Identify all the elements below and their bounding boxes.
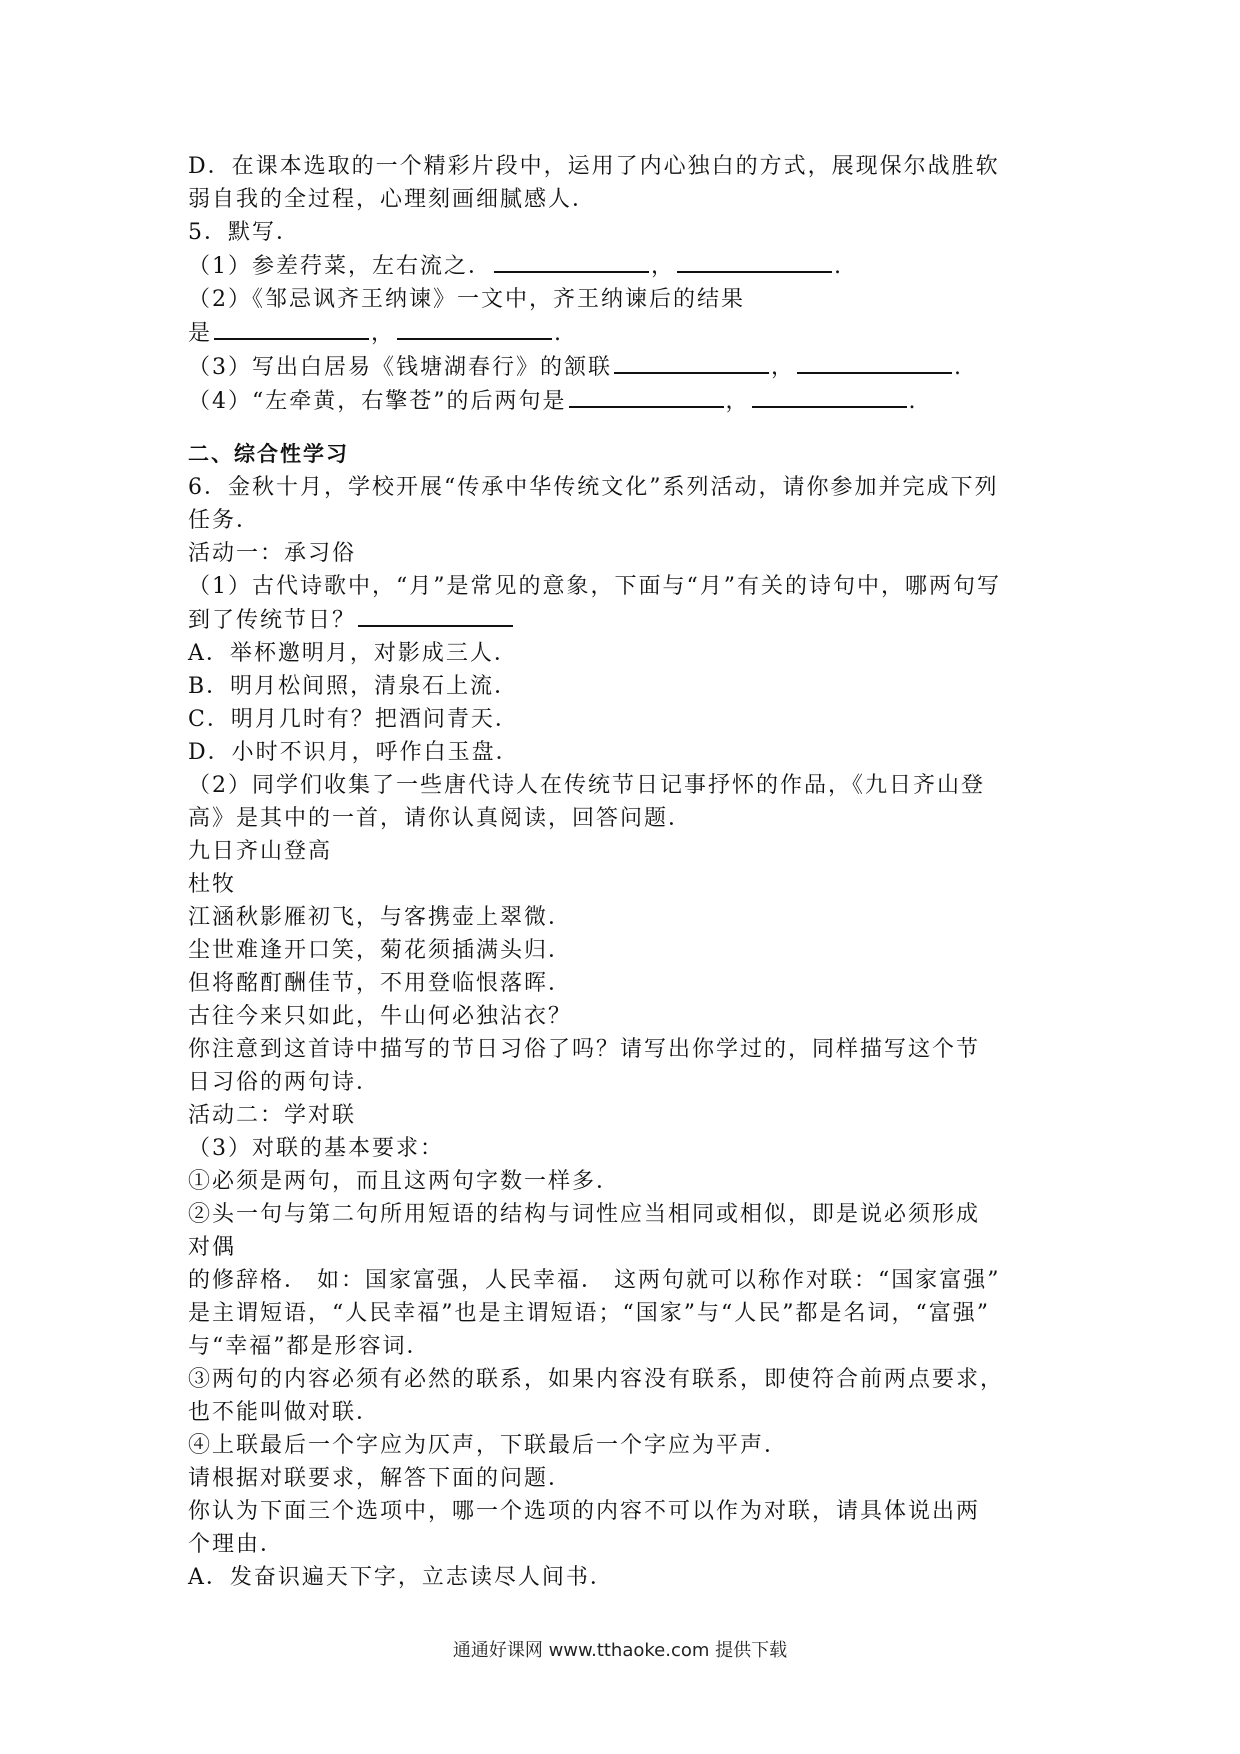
- rule2-line1: ②头一句与第二句所用短语的结构与词性应当相同或相似，即是说必须形成: [188, 1202, 981, 1227]
- option-b: B．明月松间照，清泉石上流．: [188, 674, 519, 699]
- option-d-line1: D．在课本选取的一个精彩片段中，运用了内心独白的方式，展现保尔战胜软: [188, 154, 1000, 179]
- section-spacer: [188, 418, 1058, 438]
- part1-question-text: 到了传统节日？: [188, 608, 357, 633]
- rule4: ④上联最后一个字应为仄声，下联最后一个字应为平声．: [188, 1433, 789, 1458]
- option-d-line2: 弱自我的全过程，心理刻画细腻感人．: [188, 187, 597, 212]
- rule2-line3: 的修辞格． 如：国家富强，人民幸福． 这两句就可以称作对联：“国家富强”: [188, 1268, 1001, 1293]
- question5-item1: [188, 249, 1058, 283]
- question5-title: 5．默写．: [188, 220, 300, 245]
- part2-question-line2: 日习俗的两句诗．: [188, 1070, 381, 1095]
- poem-title: 九日齐山登高: [188, 839, 333, 864]
- answer-blank[interactable]: [614, 350, 769, 374]
- part1-line2: [188, 603, 1058, 637]
- answer-blank[interactable]: [397, 316, 552, 340]
- period: .: [834, 254, 844, 279]
- answer-blank[interactable]: [569, 384, 724, 408]
- comma: ，: [771, 355, 796, 380]
- poem-line: 尘世难逢开口笑，菊花须插满头归．: [188, 938, 573, 963]
- poem-line: 古往今来只如此，牛山何必独沾衣？: [188, 1004, 573, 1029]
- question6-line1: 6．金秋十月，学校开展“传承中华传统文化”系列活动，请你参加并完成下列: [188, 475, 999, 500]
- section-heading: 二、综合性学习: [188, 442, 349, 466]
- rule1: ①必须是两句，而且这两句字数一样多．: [188, 1169, 621, 1194]
- q5-4-text: （4）“左牵黄，右擎苍”的后两句是: [188, 389, 567, 414]
- rule2-line2: 对偶: [188, 1235, 237, 1260]
- answer-blank[interactable]: [752, 384, 907, 408]
- page-content: [188, 150, 1058, 1594]
- period: .: [954, 355, 964, 380]
- part2-question-line1: 你注意到这首诗中描写的节日习俗了吗？请写出你学过的，同样描写这个节: [188, 1037, 981, 1062]
- answer-blank[interactable]: [494, 249, 649, 273]
- couplet-option-a: A．发奋识遍天下字，立志读尽人间书．: [188, 1565, 614, 1590]
- answer-blank[interactable]: [797, 350, 952, 374]
- rule2-line5: 与“幸福”都是形容词．: [188, 1334, 431, 1359]
- comma: ，: [371, 321, 396, 346]
- instruction1: 请根据对联要求，解答下面的问题．: [188, 1466, 573, 1491]
- option-c: C．明月几时有？把酒问青天．: [188, 707, 519, 732]
- rule3-line2: 也不能叫做对联．: [188, 1400, 381, 1425]
- option-d: D．小时不识月，呼作白玉盘．: [188, 740, 520, 765]
- part2-line1: （2）同学们收集了一些唐代诗人在传统节日记事抒怀的作品，《九日齐山登: [188, 773, 985, 798]
- question5-item3: [188, 350, 1058, 384]
- part2-line2: 高》是其中的一首，请你认真阅读，回答问题．: [188, 806, 693, 831]
- question5-item4: [188, 384, 1058, 418]
- q5-3-text: （3）写出白居易《钱塘湖春行》的颔联: [188, 355, 612, 380]
- answer-blank[interactable]: [358, 603, 513, 627]
- poem-line: 江涵秋影雁初飞，与客携壶上翠微．: [188, 905, 573, 930]
- q5-1-text: （1）参差荇菜，左右流之．: [188, 254, 492, 279]
- activity2-title: 活动二：学对联: [188, 1103, 357, 1128]
- page-footer: 通通好课网 www.tthaoke.com 提供下载: [452, 1640, 788, 1661]
- period: .: [554, 321, 564, 346]
- part1-line1: （1）古代诗歌中，“月”是常见的意象，下面与“月”有关的诗句中，哪两句写: [188, 574, 1001, 599]
- instruction2-line1: 你认为下面三个选项中，哪一个选项的内容不可以作为对联，请具体说出两: [188, 1499, 981, 1524]
- answer-blank[interactable]: [214, 316, 369, 340]
- poem-line: 但将酩酊酬佳节，不用登临恨落晖．: [188, 971, 573, 996]
- activity1-title: 活动一：承习俗: [188, 541, 357, 566]
- question5-item2-line2: [188, 316, 1058, 350]
- part3-title: （3）对联的基本要求：: [188, 1136, 444, 1161]
- q5-2-text: 是: [188, 321, 213, 346]
- comma: ，: [725, 389, 750, 414]
- rule3-line1: ③两句的内容必须有必然的联系，如果内容没有联系，即使符合前两点要求，: [188, 1367, 1005, 1392]
- rule2-line4: 是主谓短语，“人民幸福”也是主谓短语；“国家”与“人民”都是名词，“富强”: [188, 1301, 990, 1326]
- question5-item2-line1: （2）《邹忌讽齐王纳谏》一文中，齐王纳谏后的结果: [188, 287, 745, 312]
- period: .: [908, 389, 918, 414]
- question6-line2: 任务．: [188, 508, 261, 533]
- answer-blank[interactable]: [677, 249, 832, 273]
- option-a: A．举杯邀明月，对影成三人．: [188, 641, 518, 666]
- comma: ，: [651, 254, 676, 279]
- poem-author: 杜牧: [188, 872, 237, 897]
- instruction2-line2: 个理由．: [188, 1532, 285, 1557]
